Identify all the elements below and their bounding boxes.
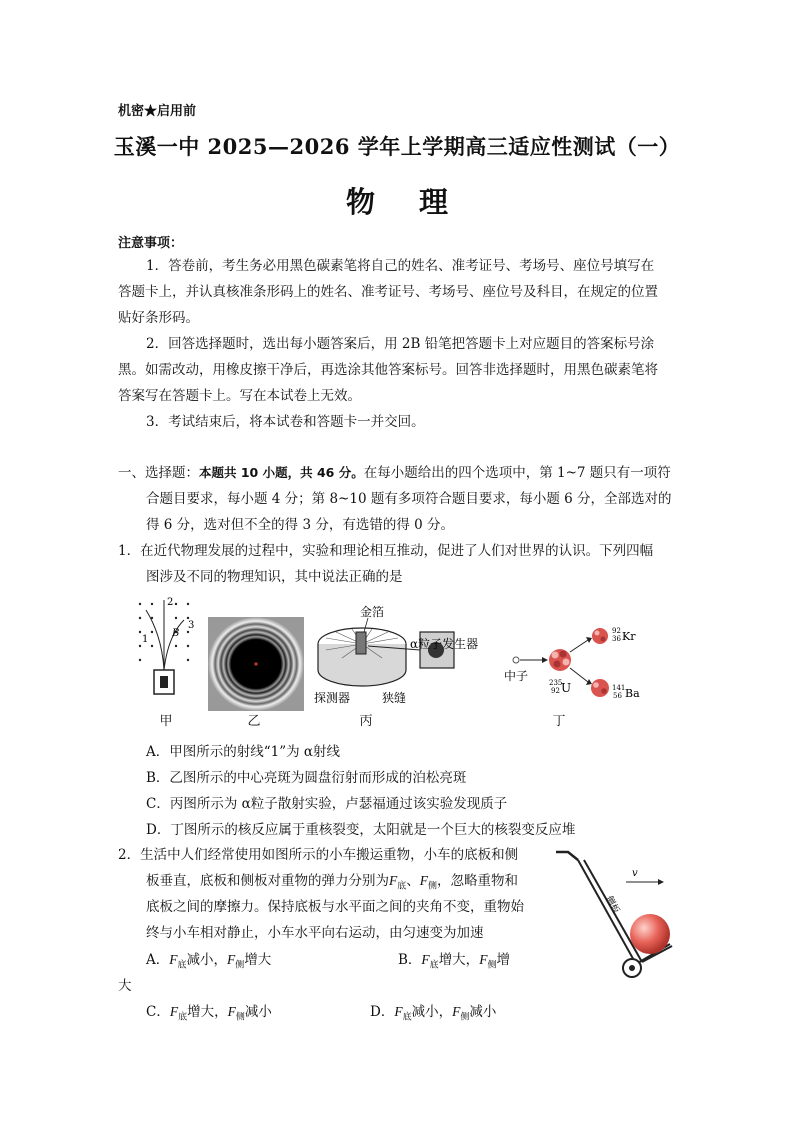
f-symbol: F bbox=[169, 1004, 179, 1019]
section-1-rest: 在每小题给出的四个选项中，第 1~7 题只有一项符 bbox=[363, 465, 671, 481]
figure-label-jia: 甲 bbox=[159, 714, 173, 729]
q2-option-a bbox=[146, 948, 271, 971]
f-symbol: F bbox=[227, 952, 236, 967]
option-letter: B． bbox=[398, 952, 422, 968]
q2-stem-line-3: 底板之间的摩擦力。保持底板与水平面之间的夹角不变，重物始 bbox=[146, 899, 524, 915]
wheel-axle bbox=[629, 965, 635, 971]
ray-label-3: 3 bbox=[188, 620, 195, 631]
f-symbol: F bbox=[452, 1004, 461, 1019]
note-3-line-1: 3．考试结束后，将本试卷和答题卡一并交回。 bbox=[146, 414, 425, 430]
confidential-mark: 机密★启用前 bbox=[118, 104, 197, 119]
exam-title: 玉溪一中 2025—2026 学年上学期高三适应性测试（一） bbox=[113, 134, 681, 159]
f-sub-ce: 侧 bbox=[428, 881, 438, 892]
figure-label-yi: 乙 bbox=[247, 714, 261, 729]
note-1-line-1: 1．答卷前，考生务必用黑色碳素笔将自己的姓名、准考证号、考场号、座位号填写在 bbox=[146, 258, 655, 274]
truck-frame bbox=[578, 860, 636, 964]
u-symbol: U bbox=[561, 681, 572, 695]
section-1-line-1 bbox=[118, 460, 671, 486]
option-text: 减小， bbox=[186, 952, 228, 968]
figure-jia-radiation bbox=[136, 596, 196, 700]
gold-foil bbox=[356, 632, 366, 654]
slit-label: 狭缝 bbox=[382, 691, 407, 705]
figure-bing-alpha-scattering bbox=[312, 604, 492, 708]
u-z: 92 bbox=[551, 687, 560, 695]
kr-z: 36 bbox=[612, 635, 621, 643]
section-1-bold: 本题共 10 小题，共 46 分。 bbox=[199, 465, 364, 480]
detector-label: 探测器 bbox=[314, 691, 351, 705]
q2-option-d bbox=[370, 1000, 496, 1023]
note-1-line-2: 答题卡上，并认真核准条形码上的姓名、准考证号、考场号、座位号及科目，在规定的位置 bbox=[118, 284, 658, 300]
ba-symbol: Ba bbox=[625, 687, 640, 700]
notes-heading: 注意事项： bbox=[118, 236, 184, 251]
f-sub-ce: 侧 bbox=[487, 960, 497, 971]
f-sub-ce: 侧 bbox=[235, 1012, 245, 1023]
q1-stem-line-2: 图涉及不同的物理知识，其中说法正确的是 bbox=[146, 569, 403, 585]
figure-yi-poisson-spot bbox=[208, 617, 304, 711]
f-symbol: F bbox=[169, 952, 178, 967]
section-1-prefix: 一、选择题： bbox=[118, 465, 199, 481]
ba-mass: 141 bbox=[612, 684, 626, 692]
option-text: 增 bbox=[496, 952, 510, 968]
kr-symbol: Kr bbox=[622, 630, 636, 643]
q2-option-b-wrap: 大 bbox=[118, 978, 132, 994]
ray-1 bbox=[146, 610, 164, 670]
f-sub-di: 底 bbox=[397, 881, 407, 892]
heavy-ball bbox=[630, 914, 670, 954]
figure-hand-truck bbox=[548, 846, 678, 986]
ray-label-2: 2 bbox=[167, 597, 174, 608]
f-sub-di: 底 bbox=[178, 1012, 188, 1023]
option-text: 减小 bbox=[469, 1004, 497, 1020]
field-label-b: B bbox=[172, 628, 180, 639]
poisson-bright-spot bbox=[254, 662, 257, 665]
q1-stem-line-1: 1．在近代物理发展的过程中，实验和理论相互推动，促进了人们对世界的认识。下列四幅 bbox=[118, 543, 654, 559]
q2-option-b bbox=[398, 948, 510, 971]
f-symbol: F bbox=[421, 952, 430, 967]
barium-nucleus bbox=[591, 679, 609, 697]
uranium-nucleus bbox=[549, 649, 571, 671]
f-sub-di: 底 bbox=[177, 960, 187, 971]
figure-ding-fission bbox=[502, 620, 652, 710]
figure-label-ding: 丁 bbox=[552, 714, 566, 729]
q2-option-c bbox=[146, 1000, 272, 1023]
figure-label-bing: 丙 bbox=[359, 714, 373, 729]
subject-title: 物理 bbox=[345, 185, 492, 219]
ba-z: 56 bbox=[613, 692, 622, 700]
q1-option-b: B．乙图所示的中心亮斑为圆盘衍射而形成的泊松亮斑 bbox=[146, 770, 467, 786]
gold-foil-label: 金箔 bbox=[360, 605, 385, 619]
ray-label-1: 1 bbox=[142, 634, 149, 645]
krypton-nucleus bbox=[592, 628, 608, 644]
q1-option-a: A．甲图所示的射线“1”为 α射线 bbox=[146, 744, 341, 760]
kr-mass: 92 bbox=[612, 627, 621, 635]
velocity-label: v bbox=[632, 868, 638, 879]
neutron-symbol bbox=[513, 657, 519, 663]
truck-handle bbox=[556, 852, 578, 860]
q2-stem-line-4: 终与小车相对静止，小车水平向右运动，由匀速变为加速 bbox=[146, 925, 484, 941]
f-symbol: F bbox=[394, 1004, 403, 1019]
section-1-line-2: 合题目要求，每小题 4 分；第 8~10 题有多项符合题目要求，每小题 6 分，全部选对的 bbox=[146, 491, 672, 507]
note-2-line-3: 答案写在答题卡上。写在本试卷上无效。 bbox=[118, 388, 361, 404]
f-sub-di: 底 bbox=[402, 1012, 412, 1023]
radioactive-source bbox=[160, 676, 168, 688]
option-text: 增大， bbox=[438, 952, 480, 968]
f-sub-ce: 侧 bbox=[235, 960, 245, 971]
neutron-label: 中子 bbox=[504, 669, 529, 683]
note-2-line-1: 2．回答选择题时，选出每小题答案后，用 2B 铅笔把答题卡上对应题目的答案标号涂 bbox=[146, 336, 655, 352]
q2-stem-line-1: 2．生活中人们经常使用如图所示的小车搬运重物，小车的底板和侧 bbox=[118, 847, 519, 863]
f-sub-ce: 侧 bbox=[460, 1012, 470, 1023]
f-sub-di: 底 bbox=[429, 960, 439, 971]
f-symbol: F bbox=[389, 873, 398, 888]
note-1-line-3: 贴好条形码。 bbox=[118, 310, 199, 326]
q2-line-2-text-b: ，忽略重物和 bbox=[437, 873, 519, 889]
option-text: 减小 bbox=[244, 1004, 272, 1020]
option-letter: D． bbox=[370, 1004, 395, 1020]
note-2-line-2: 黑。如需改动，用橡皮擦干净后，再选涂其他答案标号。回答非选择题时，用黑色碳素笔将 bbox=[118, 362, 658, 378]
q1-option-d: D．丁图所示的核反应属于重核裂变，太阳就是一个巨大的核裂变反应堆 bbox=[146, 822, 576, 838]
section-1-line-3: 得 6 分，选对但不全的得 3 分，有选错的得 0 分。 bbox=[146, 517, 455, 533]
f-symbol: F bbox=[479, 952, 488, 967]
option-text: 增大 bbox=[244, 952, 272, 968]
side-plate-label: 侧板 bbox=[603, 894, 621, 916]
option-letter: A． bbox=[146, 952, 170, 968]
option-text: 减小， bbox=[411, 1004, 453, 1020]
u-mass: 235 bbox=[549, 679, 563, 687]
q2-line-2-text-a: 板垂直，底板和侧板对重物的弹力分别为 bbox=[146, 873, 389, 889]
option-letter: C． bbox=[146, 1004, 170, 1020]
separator: 、 bbox=[406, 873, 420, 889]
f-symbol: F bbox=[419, 873, 429, 888]
f-symbol: F bbox=[227, 1004, 236, 1019]
option-text: 增大， bbox=[187, 1004, 228, 1020]
q1-option-c: C．丙图所示为 α粒子散射实验，卢瑟福通过该实验发现质子 bbox=[146, 796, 508, 812]
alpha-source-label: α粒子发生器 bbox=[410, 637, 479, 651]
velocity-arrowhead bbox=[658, 879, 664, 885]
